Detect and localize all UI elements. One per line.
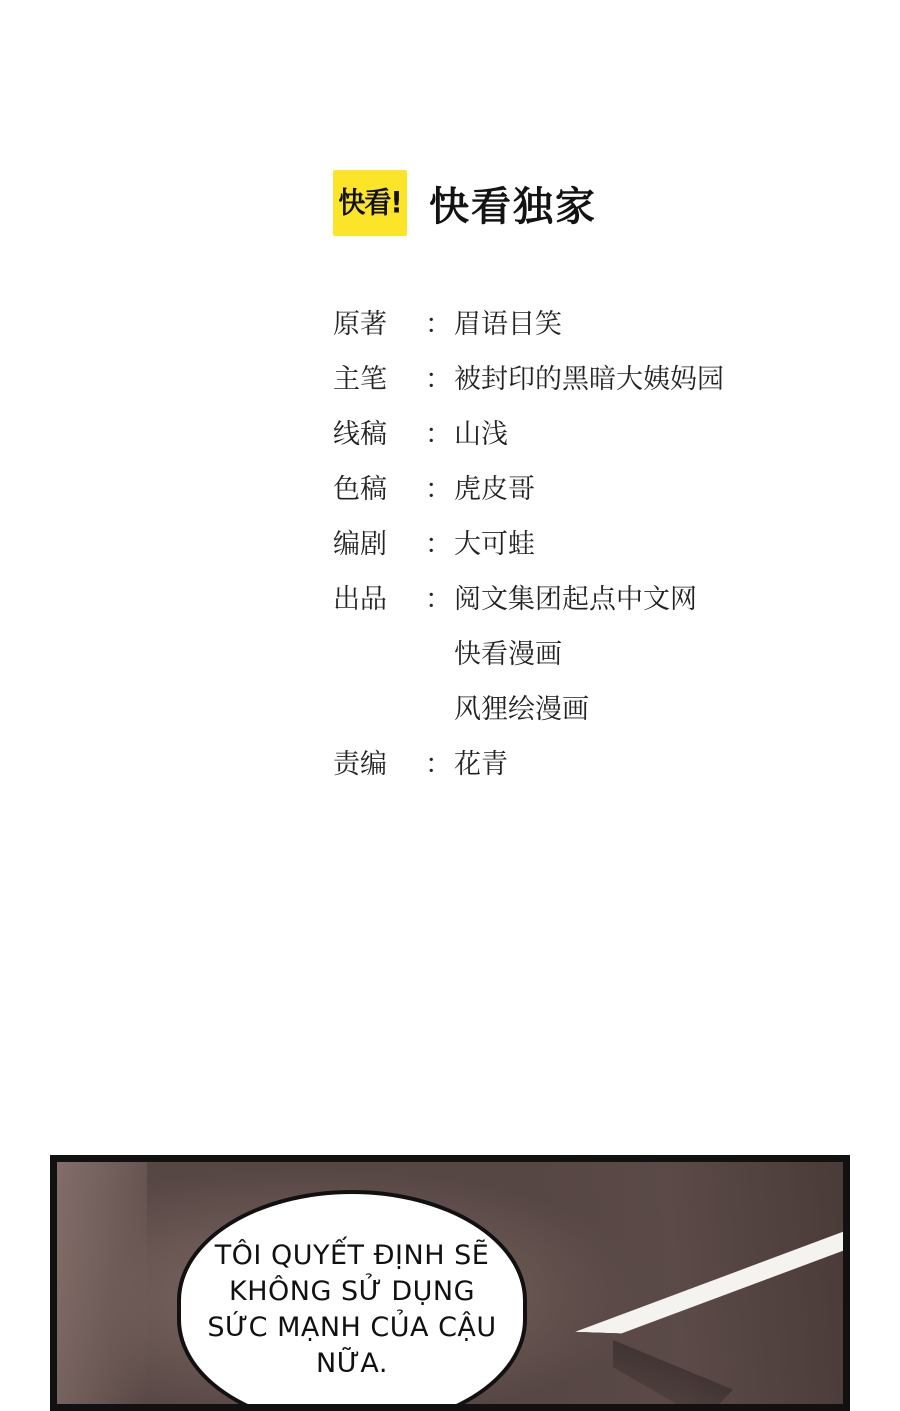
credit-colon: ：: [425, 749, 452, 780]
credit-label: 线稿: [333, 419, 387, 450]
credit-colon: ：: [425, 364, 452, 395]
credit-row: [333, 742, 853, 781]
credit-value: 花青: [454, 749, 508, 780]
credit-row: [333, 357, 853, 396]
credit-colon: ：: [425, 419, 452, 450]
credit-value: 被封印的黑暗大姨妈园: [454, 364, 724, 395]
credit-label: 色稿: [333, 474, 387, 505]
speech-bubble-text: TÔI QUYẾT ĐỊNH SẼ KHÔNG SỬ DỤNG SỨC MẠNH CỦA CẬU NỮA.: [207, 1240, 497, 1379]
panel-shadow-right: [543, 1162, 843, 1404]
comic-panel: [50, 1155, 850, 1411]
credit-label: 责编: [333, 749, 387, 780]
panel-shadow-left: [57, 1162, 147, 1404]
credit-row: [333, 632, 853, 671]
credit-row: [333, 687, 853, 726]
credit-row: [333, 577, 853, 616]
credit-label: 出品: [333, 584, 387, 615]
credit-label: 编剧: [333, 529, 387, 560]
credit-colon: ：: [425, 474, 452, 505]
credit-colon: ：: [425, 309, 452, 340]
speech-bubble: [177, 1190, 527, 1411]
credit-colon: ：: [425, 584, 452, 615]
credit-value: 大可蛙: [454, 529, 535, 560]
credit-value: 虎皮哥: [454, 474, 535, 505]
credit-row: [333, 467, 853, 506]
credit-value: 风狸绘漫画: [454, 694, 589, 725]
credit-value: 阅文集团起点中文网: [454, 584, 697, 615]
credit-row: [333, 302, 853, 341]
credit-row: [333, 412, 853, 451]
credit-row: [333, 522, 853, 561]
credit-value: 眉语目笑: [454, 309, 562, 340]
badge-label: 快看!: [338, 186, 402, 220]
kuaikan-badge-icon: [333, 170, 407, 236]
credits-list: [333, 302, 853, 797]
credit-value: 山浅: [454, 419, 508, 450]
credit-value: 快看漫画: [454, 639, 562, 670]
brand-logo: [333, 170, 597, 236]
credit-label: 主笔: [333, 364, 387, 395]
brand-title: 快看独家: [429, 183, 597, 230]
credit-label: 原著: [333, 309, 387, 340]
credit-colon: ：: [425, 529, 452, 560]
